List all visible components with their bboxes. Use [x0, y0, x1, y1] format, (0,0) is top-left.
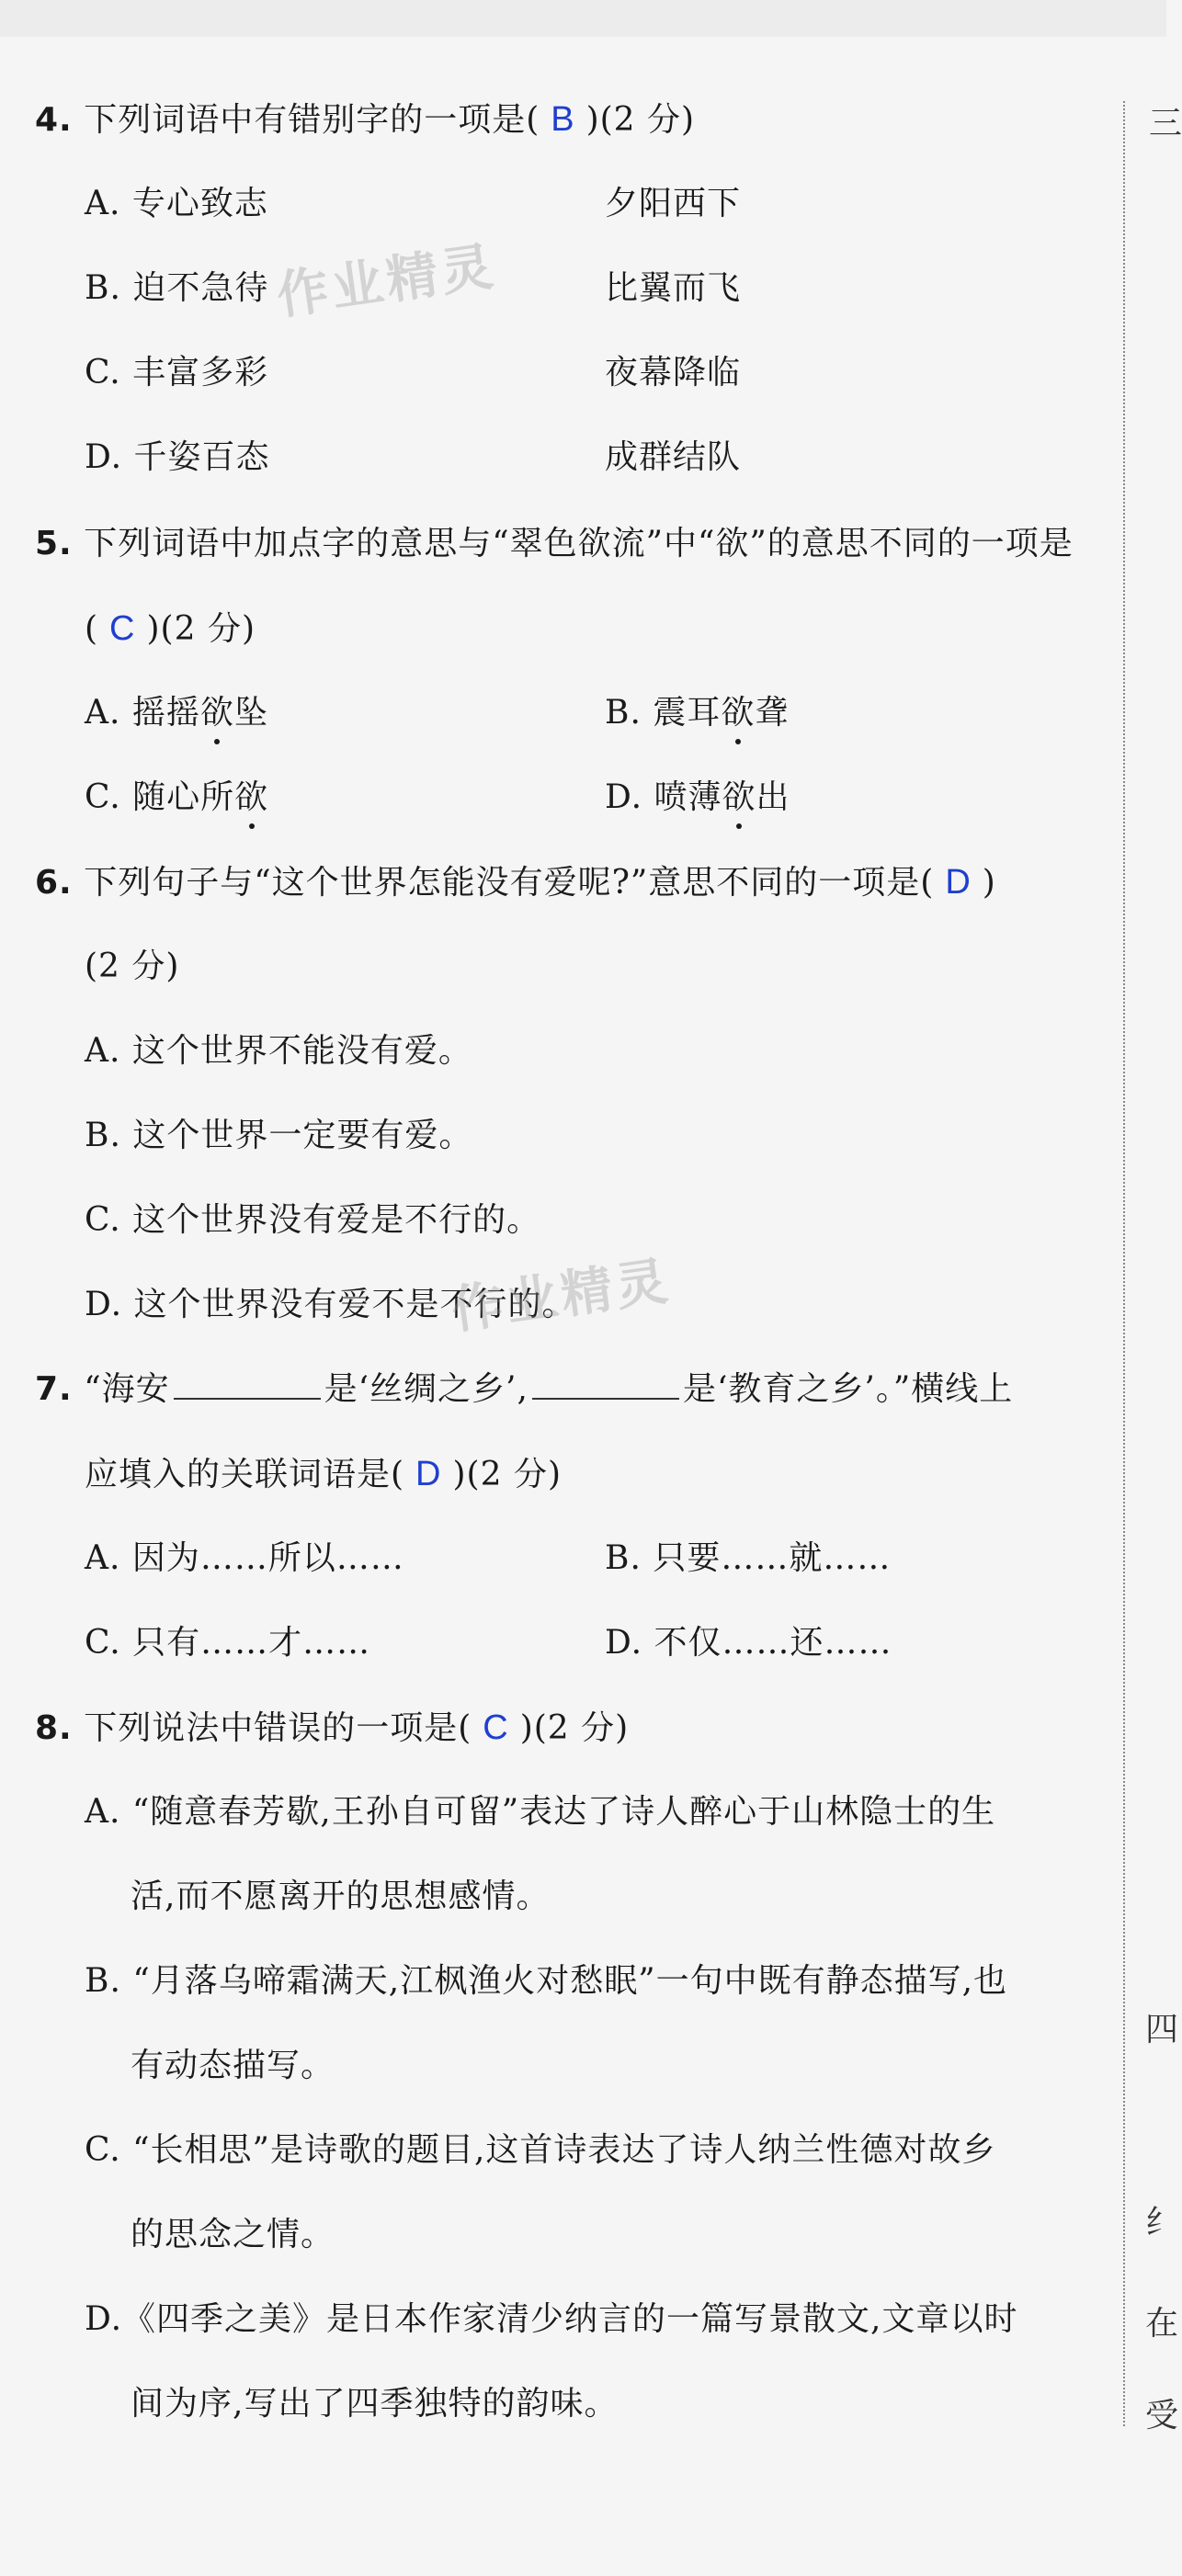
q7-option-a: A. 因为……所以…… — [85, 1539, 404, 1577]
q5-stem — [35, 524, 1074, 564]
q6-paren-close: ) — [982, 864, 996, 902]
q4-option-b: B. 迫不急待 — [85, 269, 269, 307]
edge-char-4: 在 — [1145, 2305, 1179, 2343]
q4-option-a: A. 专心致志 — [85, 185, 268, 222]
q8-option-a-line1: A. “随意春芳歇,王孙自可留”表达了诗人醉心于山林隐士的生 — [85, 1793, 996, 1831]
q7-option-d: D. 不仅……还…… — [605, 1624, 892, 1662]
q5-option-a-dotted-char: 欲 — [199, 694, 234, 732]
q6-option-d: D. 这个世界没有爱不是不行的。 — [85, 1286, 576, 1323]
q6-number: 6. — [35, 864, 73, 902]
q4-option-c-right: 夜幕降临 — [605, 354, 742, 392]
q8-score: )(2 分) — [519, 1709, 630, 1747]
q5-option-d-pre: D. 喷薄 — [605, 778, 722, 816]
q5-option-a-post: 坠 — [233, 694, 268, 732]
edge-char-2: 四 — [1145, 2011, 1179, 2048]
q8-option-a-line2: 活,而不愿离开的思想感情。 — [131, 1878, 551, 1915]
q8-option-d-line1: D.《四季之美》是日本作家清少纳言的一篇写景散文,文章以时 — [85, 2300, 1018, 2338]
q5-option-a-pre: A. 摇摇 — [85, 694, 200, 732]
q5-option-b-post: 聋 — [755, 694, 790, 732]
q5-option-d-dotted-char: 欲 — [722, 778, 756, 816]
q5-stem-line2 — [85, 608, 256, 650]
q7-option-c: C. 只有……才…… — [85, 1624, 371, 1662]
q5-option-d — [605, 777, 790, 818]
q7-stem-part3: 是‘教育之乡’。”横线上 — [682, 1370, 1014, 1408]
q5-option-c-dotted-char: 欲 — [234, 778, 269, 816]
q4-option-d-right: 成群结队 — [605, 438, 742, 476]
watermark-1: 作业精灵 — [273, 236, 500, 327]
q6-stem — [35, 862, 996, 903]
q4-answer: B — [551, 100, 575, 139]
q6-option-a: A. 这个世界不能没有爱。 — [85, 1032, 472, 1070]
q5-option-a — [85, 693, 268, 733]
watermark-2: 作业精灵 — [448, 1251, 675, 1342]
q4-option-c: C. 丰富多彩 — [85, 354, 269, 392]
q4-stem — [35, 99, 695, 141]
q6-score: (2 分) — [85, 948, 180, 985]
q8-answer: C — [483, 1708, 509, 1747]
edge-char-5: 受 — [1145, 2397, 1179, 2434]
q8-stem-text: 下列说法中错误的一项是( — [84, 1709, 472, 1747]
edge-char-3: 纟 — [1145, 2204, 1179, 2241]
edge-char-1: 三 — [1149, 105, 1182, 142]
q5-option-c — [85, 777, 268, 818]
q4-score: )(2 分) — [585, 101, 696, 139]
q4-option-b-right: 比翼而飞 — [605, 269, 742, 307]
q5-number: 5. — [35, 525, 73, 562]
q8-option-b-line2: 有动态描写。 — [131, 2047, 335, 2084]
q7-stem-part2: 是‘丝绸之乡’, — [324, 1370, 528, 1408]
q8-option-d-line2: 间为序,写出了四季独特的韵味。 — [131, 2385, 619, 2423]
q8-stem — [35, 1708, 629, 1749]
q6-answer: D — [945, 863, 972, 902]
q8-option-c-line1: C. “长相思”是诗歌的题目,这首诗表达了诗人纳兰性德对故乡 — [85, 2131, 996, 2169]
q5-option-c-pre: C. 随心所 — [85, 778, 235, 816]
q5-paren-open: ( — [85, 610, 99, 648]
q6-stem-text: 下列句子与“这个世界怎能没有爱呢?”意思不同的一项是( — [84, 864, 935, 902]
q7-number: 7. — [35, 1370, 73, 1408]
q8-number: 8. — [35, 1709, 73, 1747]
q4-stem-text: 下列词语中有错别字的一项是( — [84, 101, 540, 139]
q4-option-d: D. 千姿百态 — [85, 438, 270, 476]
q7-score: )(2 分) — [452, 1456, 562, 1493]
q5-option-d-post: 出 — [756, 778, 790, 816]
q7-answer: D — [415, 1455, 442, 1493]
q7-stem-part1: “海安 — [84, 1370, 170, 1408]
q4-option-a-right: 夕阳西下 — [605, 185, 742, 222]
q5-answer: C — [109, 609, 136, 648]
q8-option-c-line2: 的思念之情。 — [131, 2216, 335, 2253]
q5-stem-text: 下列词语中加点字的意思与“翠色欲流”中“欲”的意思不同的一项是 — [84, 525, 1074, 562]
q7-stem — [35, 1369, 1013, 1410]
q5-option-b-dotted-char: 欲 — [721, 694, 756, 732]
q7-stem-line2-text: 应填入的关联词语是( — [85, 1456, 405, 1493]
q6-option-b: B. 这个世界一定要有爱。 — [85, 1117, 473, 1154]
q7-stem-line2 — [85, 1454, 562, 1495]
q4-number: 4. — [35, 101, 73, 139]
q7-blank-1 — [174, 1370, 321, 1400]
q5-score: )(2 分) — [146, 610, 256, 648]
q5-option-b-pre: B. 震耳 — [605, 694, 722, 732]
q6-option-c: C. 这个世界没有爱是不行的。 — [85, 1201, 541, 1239]
q7-blank-2 — [532, 1370, 679, 1400]
top-margin-strip — [0, 0, 1166, 37]
q8-option-b-line1: B. “月落乌啼霜满天,江枫渔火对愁眠”一句中既有静态描写,也 — [85, 1962, 1008, 2000]
q7-option-b: B. 只要……就…… — [605, 1539, 892, 1577]
page-divider — [1123, 101, 1125, 2426]
q5-option-b — [605, 693, 789, 733]
